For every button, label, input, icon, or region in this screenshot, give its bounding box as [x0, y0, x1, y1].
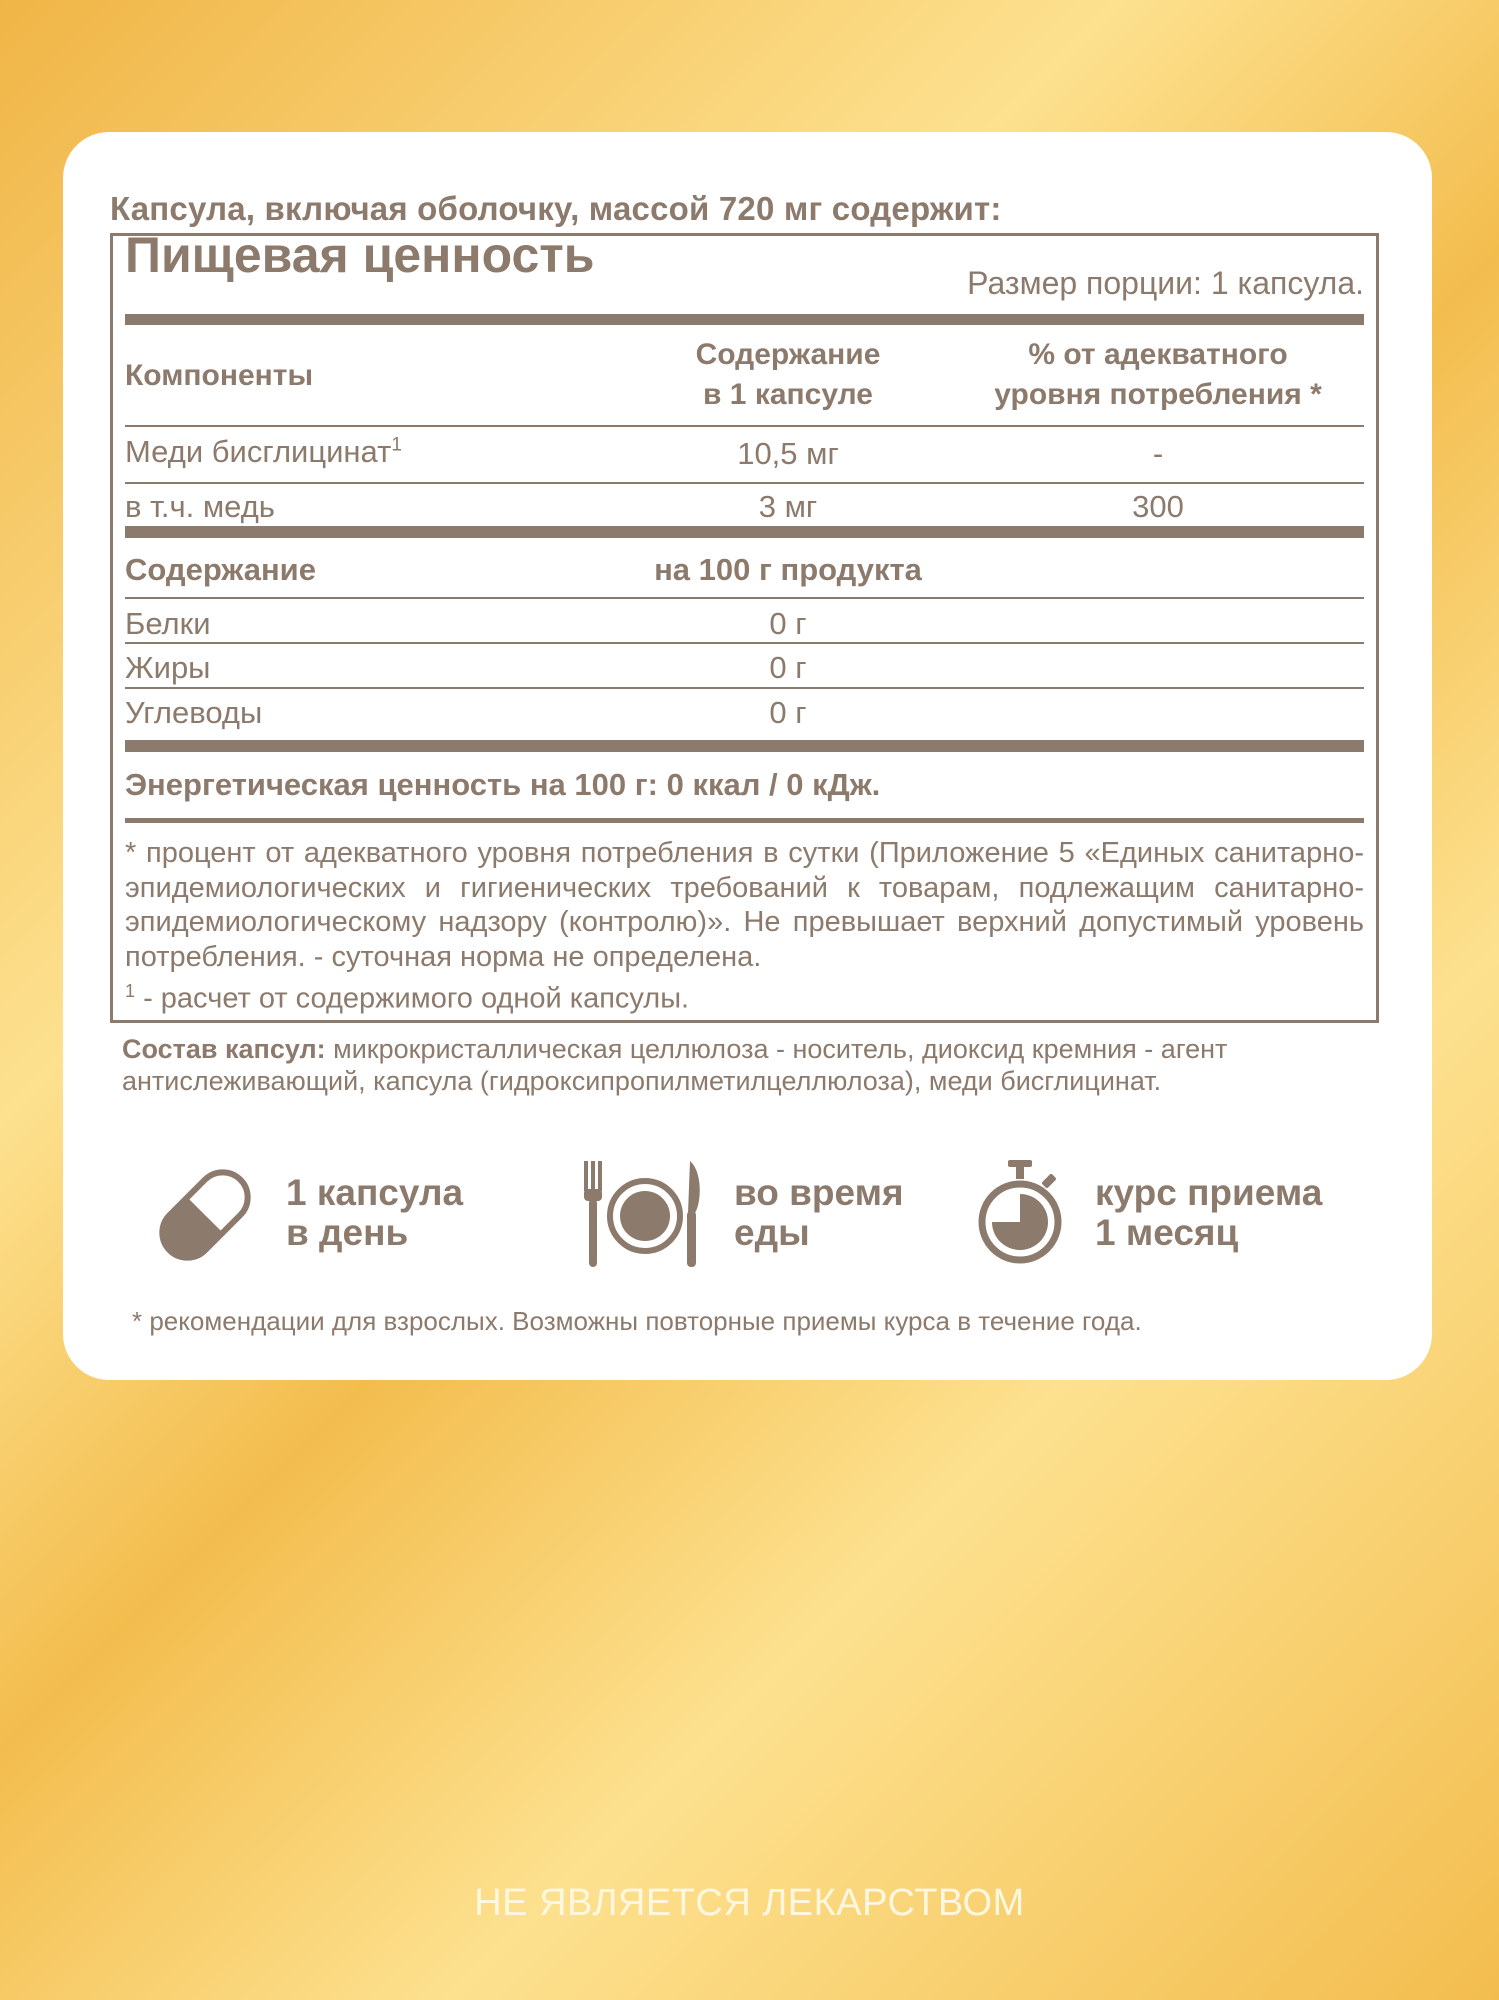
- header-content: Содержание в 1 капсуле: [695, 338, 881, 411]
- protein-label: Белки: [125, 606, 211, 641]
- stopwatch-icon: [975, 1160, 1065, 1270]
- composition-text: микрокристаллическая целлюлоза - носитель, диоксид кремния - агент антислеживающий, капсула (гидроксипропилметилцеллюлоза), меди бисглицинат.: [122, 1034, 1228, 1096]
- usage-dose: [150, 1155, 510, 1275]
- divider-thin: [125, 597, 1364, 599]
- composition-label: Состав капсул:: [122, 1034, 326, 1064]
- composition: [122, 1033, 1382, 1097]
- footnote-one: - расчет от содержимого одной капсулы.: [135, 982, 690, 1015]
- serving-size: Размер порции: 1 капсула.: [967, 265, 1364, 301]
- row-copper-percent: 300: [1132, 489, 1184, 524]
- row-copper-amount: 3 мг: [758, 489, 818, 524]
- usage-timing-text: во время еды: [734, 1172, 904, 1253]
- usage-course-text: курс приема 1 месяц: [1095, 1172, 1323, 1253]
- divider-thin: [125, 642, 1364, 644]
- row-copper-bisglycinate-amount: 10,5 мг: [737, 436, 839, 471]
- capsule-icon: [150, 1160, 260, 1270]
- header-percent: % от адекватного уровня потребления *: [994, 338, 1322, 411]
- usage-dose-text: 1 капсула в день: [286, 1172, 464, 1253]
- row-copper-bisglycinate-percent: -: [1152, 436, 1164, 471]
- adult-recommendation-note: * рекомендации для взрослых. Возможны повторные приемы курса в течение года.: [132, 1306, 1142, 1336]
- protein-value: 0 г: [769, 606, 807, 641]
- usage-timing: [580, 1155, 940, 1275]
- row-copper-bisglycinate-name: Меди бисглицинат$^1$: [125, 434, 402, 469]
- header-components: Компоненты: [125, 359, 314, 392]
- fat-value: 0 г: [769, 650, 807, 685]
- nutrition-title: Пищевая ценность: [125, 227, 595, 283]
- capsule-weight-intro: Капсула, включая оболочку, массой 720 мг содержит:: [110, 190, 1002, 227]
- carbs-value: 0 г: [769, 695, 807, 730]
- energy-value: Энергетическая ценность на 100 г: 0 ккал / 0 кДж.: [125, 767, 881, 802]
- divider-thick: [125, 526, 1364, 538]
- divider-thick: [125, 740, 1364, 752]
- not-a-medicine-disclaimer: НЕ ЯВЛЯЕТСЯ ЛЕКАРСТВОМ: [474, 1882, 1025, 1924]
- fat-label: Жиры: [125, 650, 211, 685]
- footnotes: * процент от адекватного уровня потребления в сутки (Приложение 5 «Единых санитарно-эпидемиологических и гигиенических требований к товарам, подлежащим санитарно-эпидемиологическому надзору (контролю)». Не превышает верхний допустимый уровень потребления. - суточная норма не определена. $^1$ - расчет от содержимого одной капсулы.: [125, 837, 1364, 1015]
- divider-thick: [125, 314, 1364, 325]
- carbs-label: Углеводы: [125, 695, 263, 730]
- row-copper-name: в т.ч. медь: [125, 489, 275, 524]
- per100-label: Содержание: [125, 552, 316, 587]
- per100-value-header: на 100 г продукта: [654, 552, 922, 587]
- divider-medium: [125, 818, 1364, 823]
- divider-thin: [125, 687, 1364, 689]
- divider-thin: [125, 482, 1364, 484]
- divider-thin: [125, 425, 1364, 427]
- nutrition-table: [110, 227, 1379, 1023]
- plate-cutlery-icon: [580, 1161, 710, 1271]
- footnote-star: * процент от адекватного уровня потребления в сутки (Приложение 5 «Единых санитарно-эпидемиологических и гигиенических требований к товарам, подлежащим санитарно-эпидемиологическому надзору (контролю)». Не превышает верхний допустимый уровень потребления. - суточная норма не определена.: [125, 837, 1364, 973]
- usage-course: [975, 1155, 1395, 1275]
